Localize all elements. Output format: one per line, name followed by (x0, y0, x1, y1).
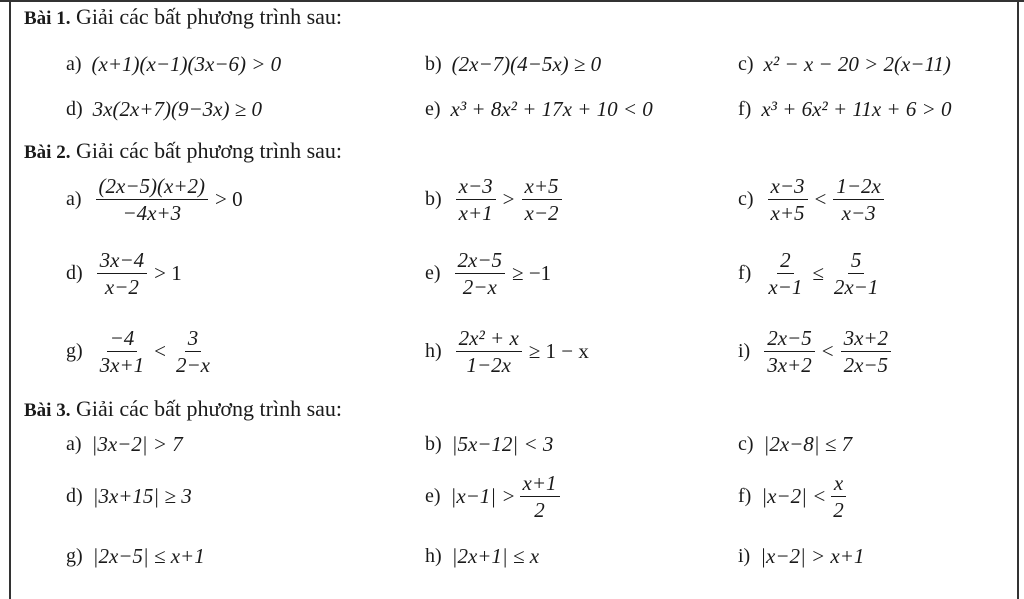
fraction (764, 327, 815, 376)
item-label: d) (66, 262, 83, 285)
exercise-2a (66, 175, 246, 224)
item-expression: |3x+15| ≥ 3 (92, 484, 192, 508)
exercise-2h (425, 327, 592, 376)
item-label: i) (738, 545, 751, 567)
item-expression: |2x−5| ≤ x+1 (92, 544, 205, 568)
item-label: f) (738, 262, 752, 285)
fraction (522, 175, 562, 224)
exercise-3i (738, 544, 864, 569)
numerator: 5 (848, 249, 865, 274)
fraction (830, 472, 847, 521)
fraction (765, 249, 805, 298)
item-label: a) (66, 188, 82, 211)
exercise-1c (738, 52, 951, 77)
denominator: x−1 (768, 275, 803, 300)
denominator: x−2 (104, 275, 139, 300)
item-expression: |5x−12| < 3 (451, 432, 554, 456)
item-expression: |2x+1| ≤ x (451, 544, 540, 568)
numerator: 3 (185, 327, 202, 352)
fraction (97, 249, 148, 298)
inequality-sign: ≤ (812, 261, 824, 286)
section-3-title (24, 396, 342, 422)
denominator: 2 (534, 498, 545, 523)
denominator: x+1 (458, 201, 493, 226)
item-label: c) (738, 433, 754, 455)
exercise-3f (738, 472, 851, 521)
numerator: x−3 (456, 175, 496, 200)
item-label: c) (738, 53, 754, 75)
denominator: 2x−5 (843, 353, 889, 378)
section-1-instruction: Giải các bất phương trình sau: (75, 4, 343, 29)
item-expression: |3x−2| > 7 (91, 432, 183, 456)
item-label: a) (66, 53, 82, 75)
item-label: d) (66, 485, 83, 507)
inequality-rest: > 1 (154, 261, 182, 286)
denominator: 2−x (176, 353, 211, 378)
numerator: −4 (107, 327, 138, 352)
item-label: b) (425, 188, 442, 211)
section-3-heading: Bài 3. (24, 400, 71, 421)
numerator: (2x−5)(x+2) (96, 175, 208, 200)
numerator: 2x−5 (764, 327, 815, 352)
inequality-rest: > 0 (215, 187, 243, 212)
item-label: i) (738, 340, 751, 363)
fraction (173, 327, 213, 376)
numerator: x−3 (768, 175, 808, 200)
denominator: 1−2x (466, 353, 511, 378)
section-2-title (24, 138, 342, 164)
section-1-heading: Bài 1. (24, 8, 71, 29)
item-label: f) (738, 98, 752, 120)
item-label: g) (66, 340, 83, 363)
exercise-2g (66, 327, 217, 376)
item-label: c) (738, 188, 754, 211)
inequality-sign: < (154, 339, 167, 364)
item-label: b) (425, 433, 442, 455)
exercise-3b (425, 432, 553, 457)
exercise-2f (738, 249, 885, 298)
item-label: h) (425, 545, 442, 567)
numerator: 2x−5 (455, 249, 506, 274)
inequality-sign: < (821, 339, 834, 364)
numerator: 2x² + x (456, 327, 522, 352)
section-2-instruction: Giải các bất phương trình sau: (75, 138, 343, 163)
inequality-sign: > (502, 187, 515, 212)
denominator: 2x−1 (833, 275, 879, 300)
exercise-2d (66, 249, 185, 298)
exercise-2i (738, 327, 895, 376)
item-expression: 3x(2x+7)(9−3x) ≥ 0 (92, 97, 262, 121)
item-label: e) (425, 262, 441, 285)
item-expression: |x−1| > (450, 484, 516, 509)
item-label: b) (425, 53, 442, 75)
denominator: 2 (833, 498, 844, 523)
item-label: e) (425, 98, 441, 120)
fraction (841, 327, 892, 376)
section-3-instruction: Giải các bất phương trình sau: (75, 396, 343, 421)
fraction (97, 327, 148, 376)
exercise-1d (66, 97, 262, 122)
numerator: 3x+2 (841, 327, 892, 352)
numerator: 1−2x (833, 175, 884, 200)
numerator: x+5 (522, 175, 562, 200)
fraction (768, 175, 808, 224)
item-label: g) (66, 545, 83, 567)
numerator: 3x−4 (97, 249, 148, 274)
item-label: f) (738, 485, 752, 508)
item-expression: |2x−8| ≤ 7 (763, 432, 853, 456)
item-expression: (x+1)(x−1)(3x−6) > 0 (91, 52, 282, 76)
exercise-3h (425, 544, 539, 569)
denominator: 3x+1 (99, 353, 145, 378)
inequality-rest: ≥ −1 (512, 261, 552, 286)
exercise-3d (66, 484, 192, 509)
fraction (833, 175, 884, 224)
exercise-3c (738, 432, 852, 457)
denominator: x+5 (770, 201, 805, 226)
item-label: e) (425, 485, 441, 508)
exercise-2b (425, 175, 566, 224)
denominator: x−3 (841, 201, 876, 226)
exercise-1a (66, 52, 281, 77)
section-1-title (24, 4, 342, 30)
denominator: x−2 (524, 201, 559, 226)
denominator: 3x+2 (767, 353, 812, 378)
denominator: 2−x (462, 275, 497, 300)
exercise-2e (425, 249, 554, 298)
item-label: d) (66, 98, 83, 120)
numerator: x+1 (520, 472, 560, 497)
exercise-1e (425, 97, 653, 122)
fraction (456, 327, 522, 376)
item-expression: x³ + 6x² + 11x + 6 > 0 (761, 97, 952, 121)
exercise-3g (66, 544, 205, 569)
section-2-heading: Bài 2. (24, 142, 71, 163)
item-expression: |x−2| < (761, 484, 827, 509)
item-expression: x³ + 8x² + 17x + 10 < 0 (450, 97, 653, 121)
exercise-3e (425, 472, 564, 521)
item-expression: x² − x − 20 > 2(x−11) (763, 52, 951, 76)
item-label: a) (66, 433, 82, 455)
numerator: 2 (777, 249, 794, 274)
item-label: h) (425, 340, 442, 363)
item-expression: |x−2| > x+1 (760, 544, 865, 568)
fraction (456, 175, 496, 224)
denominator: −4x+3 (122, 201, 182, 226)
fraction (96, 175, 208, 224)
exercise-1b (425, 52, 601, 77)
fraction (520, 472, 560, 521)
fraction (455, 249, 506, 298)
exercise-1f (738, 97, 952, 122)
item-expression: (2x−7)(4−5x) ≥ 0 (451, 52, 602, 76)
exercise-2c (738, 175, 888, 224)
exercise-3a (66, 432, 183, 457)
inequality-rest: ≥ 1 − x (528, 339, 589, 364)
fraction (831, 249, 882, 298)
numerator: x (831, 472, 846, 497)
inequality-sign: < (814, 187, 827, 212)
